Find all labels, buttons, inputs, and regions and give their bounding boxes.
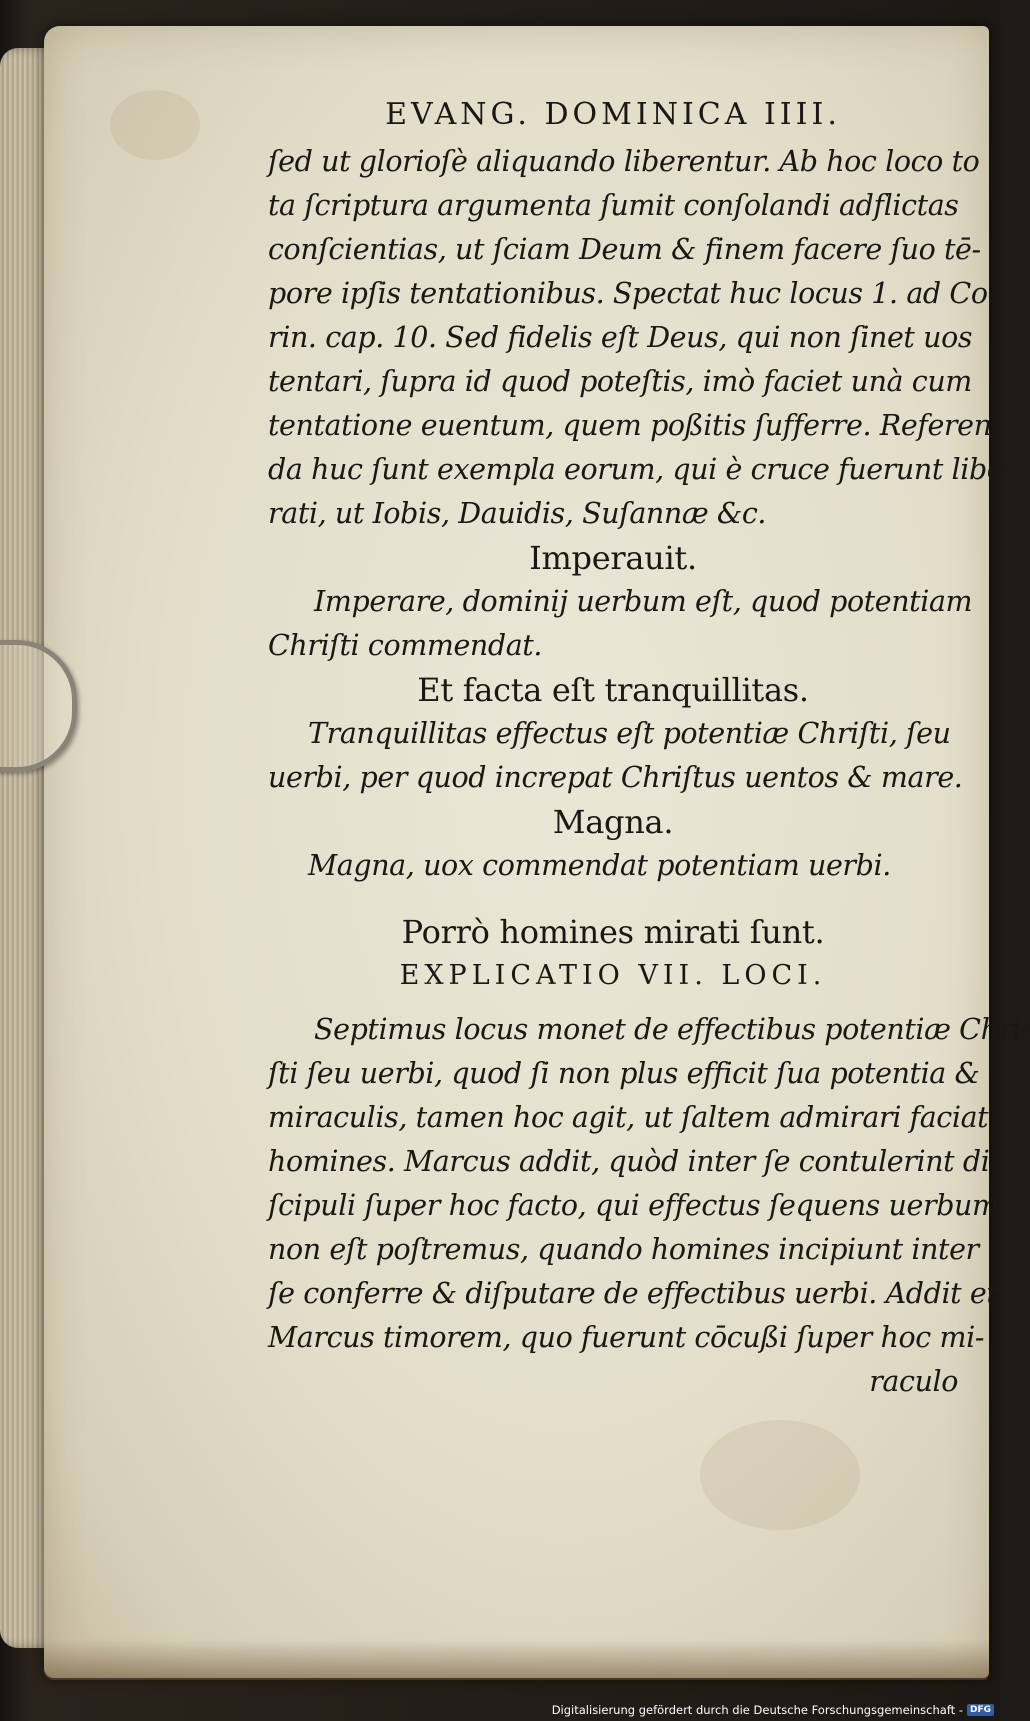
text-line: ſcipuli ſuper hoc facto, qui effectus ſequens uerbum xyxy=(268,1189,999,1222)
text-line: da huc ſunt exempla eorum, qui è cruce fuerunt libe xyxy=(268,453,1004,486)
section-heading-mirati: Porrò homines mirati ſunt. xyxy=(401,913,825,951)
text-line: tentari, ſupra id quod poteſtis, imò faciet unà cum xyxy=(268,365,972,398)
text-line: homines. Marcus addit, quòd inter ſe contulerint di xyxy=(268,1145,990,1178)
text-line: Chriſti commendat. xyxy=(268,629,543,662)
text-line: non eſt poſtremus, quando homines incipiunt inter xyxy=(268,1233,979,1266)
text-line: uerbi, per quod increpat Chriſtus uentos & mare. xyxy=(268,761,963,794)
text-line: ſti ſeu uerbi, quod ſi non plus efficit ſua potentia & xyxy=(268,1057,980,1090)
dfg-logo: DFG xyxy=(967,1704,994,1716)
digitization-credit xyxy=(552,1703,994,1717)
page-bottom-shadow xyxy=(44,1640,989,1680)
page-text xyxy=(268,90,1030,1404)
text-line: conſcientias, ut ſciam Deum & finem facere ſuo tē- xyxy=(268,233,981,266)
text-line: ta ſcriptura argumenta ſumit conſolandi adflictas xyxy=(268,189,959,222)
text-line: ſed ut glorioſè aliquando liberentur. Ab hoc loco to xyxy=(268,145,980,178)
running-header: EVANG. DOMINICA IIII. xyxy=(385,97,841,132)
text-line: Magna, uox commendat potentiam uerbi. xyxy=(308,849,891,882)
text-line: rin. cap. 10. Sed fidelis eſt Deus, qui non ſinet uos xyxy=(268,321,973,354)
paper-stain xyxy=(110,90,200,160)
section-heading-magna: Magna. xyxy=(552,803,674,841)
spacer xyxy=(268,998,958,1008)
section-heading-explicatio: EXPLICATIO VII. LOCI. xyxy=(399,960,827,991)
text-line: Imperare, dominij uerbum eſt, quod potentiam xyxy=(314,585,973,618)
text-line: rati, ut Iobis, Dauidis, Suſannæ &c. xyxy=(268,497,767,530)
credit-text: Digitalisierung gefördert durch die Deutsche Forschungsgemeinschaft - xyxy=(551,1703,963,1717)
text-line: ſe conferre & diſputare de effectibus uerbi. Addit et xyxy=(268,1277,998,1310)
spacer xyxy=(268,888,958,910)
catchword: raculo xyxy=(869,1365,958,1398)
text-line: Marcus timorem, quo fuerunt cōcußi ſuper hoc mi- xyxy=(268,1321,985,1354)
paper-stain xyxy=(700,1420,860,1530)
text-line: Septimus locus monet de effectibus potentiæ Chri- xyxy=(314,1013,1030,1046)
text-line: miraculis, tamen hoc agit, ut ſaltem admirari faciat xyxy=(268,1101,989,1134)
section-heading-tranquillitas: Et facta eſt tranquillitas. xyxy=(417,671,809,709)
text-line: pore ipſis tentationibus. Spectat huc locus 1. ad Co- xyxy=(268,277,997,310)
section-heading-imperauit: Imperauit. xyxy=(529,539,697,577)
text-line: Tranquillitas effectus eſt potentiæ Chriſti, ſeu xyxy=(308,717,951,750)
text-line: tentatione euentum, quem poßitis ſufferre. Referen xyxy=(268,409,992,442)
